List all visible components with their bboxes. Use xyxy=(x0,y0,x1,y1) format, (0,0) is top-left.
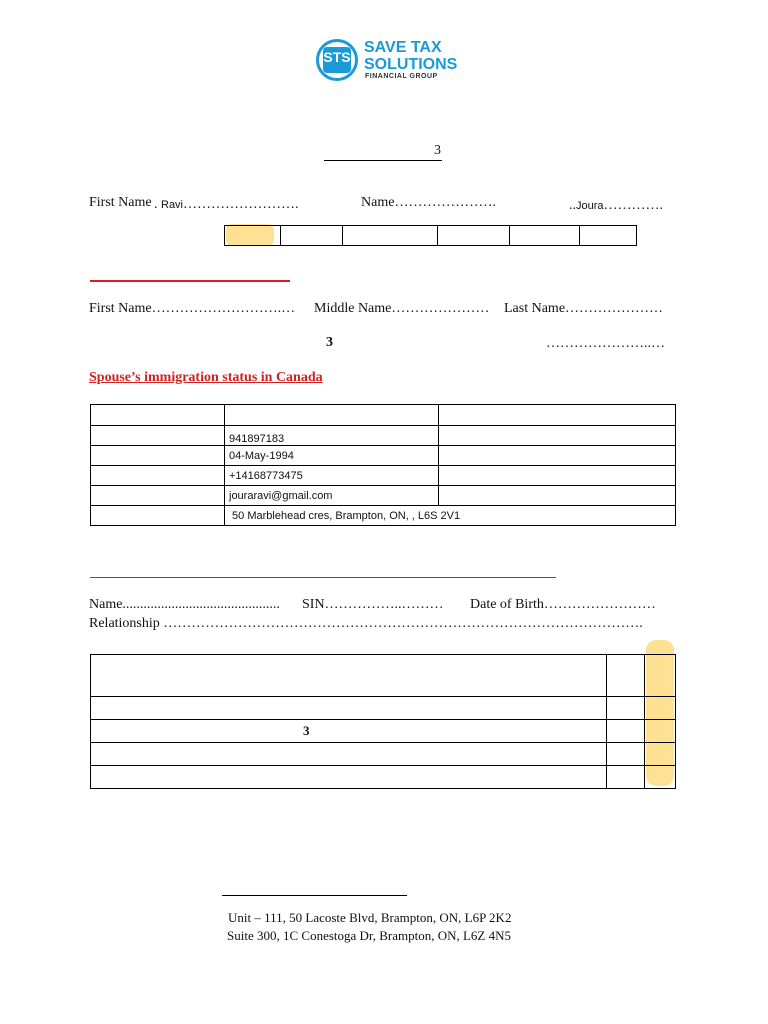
box-cell[interactable] xyxy=(510,226,580,245)
table-cell[interactable] xyxy=(645,720,676,743)
table-cell[interactable] xyxy=(91,405,225,426)
table-cell[interactable] xyxy=(91,426,225,446)
table-cell[interactable] xyxy=(439,446,676,466)
section-divider xyxy=(90,577,556,578)
table-cell[interactable] xyxy=(91,743,607,766)
table-cell[interactable] xyxy=(645,697,676,720)
row-number: 3 xyxy=(326,335,333,350)
table-cell[interactable] xyxy=(645,655,676,697)
spouse-first-name-field[interactable]: First Name……………………….… xyxy=(89,301,296,316)
dependant-sin-field[interactable]: SIN……………..……… xyxy=(302,597,444,612)
table-cell[interactable] xyxy=(439,405,676,426)
surname-lead-dots: .. xyxy=(569,198,576,213)
box-cell[interactable] xyxy=(225,226,281,245)
table-cell[interactable] xyxy=(607,766,645,789)
spouse-info-table xyxy=(90,404,676,526)
box-cell[interactable] xyxy=(343,226,438,245)
table-cell[interactable] xyxy=(645,766,676,789)
table-cell[interactable] xyxy=(439,426,676,446)
dependants-table xyxy=(90,654,676,789)
table-cell[interactable] xyxy=(91,506,225,526)
table-cell-number[interactable]: 3 xyxy=(91,720,607,743)
name-dots: …………………. xyxy=(394,195,496,210)
table-cell[interactable] xyxy=(91,466,225,486)
table-cell[interactable] xyxy=(91,446,225,466)
header-number: 3 xyxy=(434,143,441,158)
spouse-last-name-field[interactable]: Last Name………………… xyxy=(504,301,664,316)
box-cell[interactable] xyxy=(438,226,510,245)
table-row xyxy=(91,766,676,789)
header-blank-line xyxy=(324,160,442,161)
table-row xyxy=(91,655,676,697)
sin-box-row[interactable] xyxy=(224,225,637,246)
table-row xyxy=(91,506,676,526)
row-dots[interactable]: …………………..… xyxy=(546,336,665,351)
surname-value: Joura xyxy=(576,200,604,212)
table-row xyxy=(91,720,676,743)
table-row xyxy=(91,426,676,446)
logo-text-line3: FINANCIAL GROUP xyxy=(365,73,438,80)
logo-initials: STS xyxy=(323,49,351,65)
box-cell[interactable] xyxy=(580,226,636,245)
sin-value[interactable]: 941897183 xyxy=(225,426,439,446)
table-row xyxy=(91,405,676,426)
table-row xyxy=(91,486,676,506)
surname-field[interactable] xyxy=(569,196,663,214)
table-cell[interactable] xyxy=(91,697,607,720)
table-cell[interactable] xyxy=(439,486,676,506)
table-cell[interactable] xyxy=(607,697,645,720)
phone-value[interactable]: +14168773475 xyxy=(225,466,439,486)
spouse-status-title: Spouse’s immigration status in Canada xyxy=(89,370,323,385)
table-cell[interactable] xyxy=(607,655,645,697)
email-value[interactable]: jouraravi@gmail.com xyxy=(225,486,439,506)
table-row xyxy=(91,446,676,466)
address-value[interactable]: 50 Marblehead cres, Brampton, ON, , L6S 2V1 xyxy=(225,506,676,526)
dob-value[interactable]: 04-May-1994 xyxy=(225,446,439,466)
table-cell[interactable] xyxy=(607,720,645,743)
table-row xyxy=(91,697,676,720)
section-divider xyxy=(90,280,290,282)
table-cell[interactable] xyxy=(91,766,607,789)
table-cell[interactable] xyxy=(645,743,676,766)
table-cell[interactable] xyxy=(91,655,607,697)
dependant-name-field[interactable]: Name............................................. xyxy=(89,597,280,612)
spouse-middle-name-field[interactable]: Middle Name………………… xyxy=(314,301,490,316)
name-field[interactable] xyxy=(361,195,496,211)
footer-signature-line xyxy=(222,895,407,896)
table-cell[interactable] xyxy=(91,486,225,506)
first-name-dots: ……………………. xyxy=(183,197,299,212)
box-cell[interactable] xyxy=(281,226,343,245)
table-cell[interactable] xyxy=(225,405,439,426)
footer-address-1: Unit – 111, 50 Lacoste Blvd, Brampton, ON, L6P 2K2 xyxy=(228,910,512,925)
first-name-field[interactable]: . Ravi……………………. xyxy=(154,197,299,212)
relationship-field[interactable]: Relationship …………………………………………………………………………………………. xyxy=(89,616,643,631)
first-name-value: Ravi xyxy=(161,199,184,211)
surname-dots: …………. xyxy=(603,198,664,213)
table-row xyxy=(91,743,676,766)
table-cell[interactable] xyxy=(439,466,676,486)
dependant-dob-field[interactable]: Date of Birth…………………… xyxy=(470,597,656,612)
logo-text-line1: SAVE TAX xyxy=(364,39,442,56)
logo-text-line2: SOLUTIONS xyxy=(364,56,458,73)
table-cell[interactable] xyxy=(607,743,645,766)
first-name-label: First Name xyxy=(89,195,152,210)
table-row xyxy=(91,466,676,486)
footer-address-2: Suite 300, 1C Conestoga Dr, Brampton, ON, L6Z 4N5 xyxy=(227,928,512,943)
name-label: Name xyxy=(361,195,395,210)
